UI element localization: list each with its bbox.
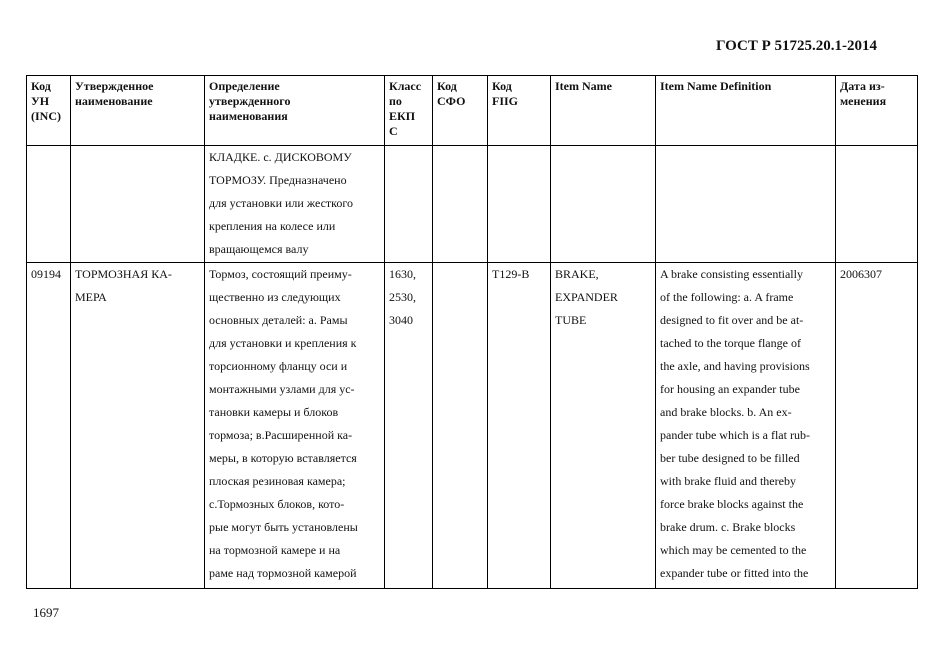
cell-line: ЕКП — [389, 109, 416, 123]
cell-line: A brake consisting essentially — [660, 267, 803, 281]
cell-line: Класс — [389, 79, 422, 93]
cell-line: 09194 — [31, 267, 61, 281]
cell-line: щественно из следующих — [209, 290, 341, 304]
cell-line: КЛАДКЕ. с. ДИСКОВОМУ — [209, 150, 352, 164]
cell-line: brake drum. c. Brake blocks — [660, 520, 796, 534]
cell-line: с.Тормозных блоков, кото- — [209, 497, 345, 511]
cell-line: Определение — [209, 79, 280, 93]
page-number: 1697 — [33, 605, 59, 620]
cell-line: EXPANDER — [555, 290, 618, 304]
cell-line: Утвержденное — [75, 79, 154, 93]
cell-definition — [205, 263, 385, 589]
cell-line: tached to the torque flange of — [660, 336, 801, 350]
register-table — [26, 75, 918, 589]
table-row — [27, 263, 918, 589]
cell-line: and brake blocks. b. An ex- — [660, 405, 792, 419]
cell-item-name — [551, 146, 656, 263]
document-code: ГОСТ Р 51725.20.1-2014 — [716, 38, 878, 54]
cell-line: BRAKE, — [555, 267, 599, 281]
col-header-sfo — [433, 76, 488, 146]
cell-line: 2530, — [389, 290, 416, 304]
cell-class — [385, 146, 433, 263]
cell-line: вращающемся валу — [209, 242, 309, 256]
cell-line: for housing an expander tube — [660, 382, 800, 396]
cell-line: force brake blocks against the — [660, 497, 804, 511]
cell-line: 3040 — [389, 313, 413, 327]
cell-line: для установки и крепления к — [209, 336, 357, 350]
cell-name — [71, 146, 205, 263]
cell-line: with brake fluid and thereby — [660, 474, 796, 488]
cell-line: Код — [437, 79, 457, 93]
cell-line: Код — [31, 79, 51, 93]
cell-line: Тормоз, состоящий преиму- — [209, 267, 352, 281]
cell-line: ber tube designed to be filled — [660, 451, 800, 465]
cell-line: по — [389, 94, 402, 108]
cell-inc — [27, 263, 71, 589]
cell-line: (INC) — [31, 109, 61, 123]
cell-fiig — [488, 263, 551, 589]
cell-line: of the following: a. A frame — [660, 290, 794, 304]
cell-fiig — [488, 146, 551, 263]
cell-line: С — [389, 124, 398, 138]
cell-date — [836, 263, 918, 589]
cell-line: pander tube which is a flat rub- — [660, 428, 810, 442]
cell-date — [836, 146, 918, 263]
col-header-change-date — [836, 76, 918, 146]
cell-line: торсионному фланцу оси и — [209, 359, 348, 373]
cell-item-definition — [656, 263, 836, 589]
cell-line: УН — [31, 94, 50, 108]
cell-line: T129-B — [492, 267, 530, 281]
cell-line: на тормозной камере и на — [209, 543, 341, 557]
cell-class — [385, 263, 433, 589]
header-row — [27, 76, 918, 146]
cell-line: Дата из- — [840, 79, 885, 93]
col-header-definition — [205, 76, 385, 146]
cell-line: 2006307 — [840, 267, 882, 281]
cell-line: наименование — [75, 94, 153, 108]
cell-line: для установки или жесткого — [209, 196, 353, 210]
cell-line: МЕРА — [75, 290, 107, 304]
cell-line: ТОРМОЗНАЯ КА- — [75, 267, 172, 281]
cell-line: TUBE — [555, 313, 587, 327]
cell-sfo — [433, 146, 488, 263]
col-header-approved-name — [71, 76, 205, 146]
cell-line: наименования — [209, 109, 288, 123]
col-header-item-name-definition — [656, 76, 836, 146]
table-row — [27, 146, 918, 263]
col-header-class — [385, 76, 433, 146]
cell-line: крепления на колесе или — [209, 219, 336, 233]
cell-line: плоская резиновая камера; — [209, 474, 346, 488]
cell-line: which may be cemented to the — [660, 543, 807, 557]
cell-line: СФО — [437, 94, 466, 108]
cell-inc — [27, 146, 71, 263]
cell-line: тановки камеры и блоков — [209, 405, 339, 419]
cell-line: утвержденного — [209, 94, 291, 108]
cell-line: the axle, and having provisions — [660, 359, 810, 373]
cell-line: Item Name Definition — [660, 79, 772, 93]
cell-line: Код — [492, 79, 512, 93]
cell-sfo — [433, 263, 488, 589]
cell-line: меры, в которую вставляется — [209, 451, 357, 465]
cell-definition — [205, 146, 385, 263]
cell-line: монтажными узлами для ус- — [209, 382, 355, 396]
cell-item-definition — [656, 146, 836, 263]
cell-line: Item Name — [555, 79, 612, 93]
col-header-item-name — [551, 76, 656, 146]
cell-line: designed to fit over and be at- — [660, 313, 804, 327]
cell-name — [71, 263, 205, 589]
cell-line: раме над тормозной камерой — [209, 566, 357, 580]
cell-line: expander tube or fitted into the — [660, 566, 809, 580]
cell-line: FIIG — [492, 94, 519, 108]
col-header-inc — [27, 76, 71, 146]
cell-line: рые могут быть установлены — [209, 520, 358, 534]
col-header-fiig — [488, 76, 551, 146]
cell-line: менения — [840, 94, 887, 108]
cell-line: основных деталей: а. Рамы — [209, 313, 348, 327]
cell-line: ТОРМОЗУ. Предназначено — [209, 173, 347, 187]
cell-line: 1630, — [389, 267, 416, 281]
cell-item-name — [551, 263, 656, 589]
cell-line: тормоза; в.Расширенной ка- — [209, 428, 353, 442]
